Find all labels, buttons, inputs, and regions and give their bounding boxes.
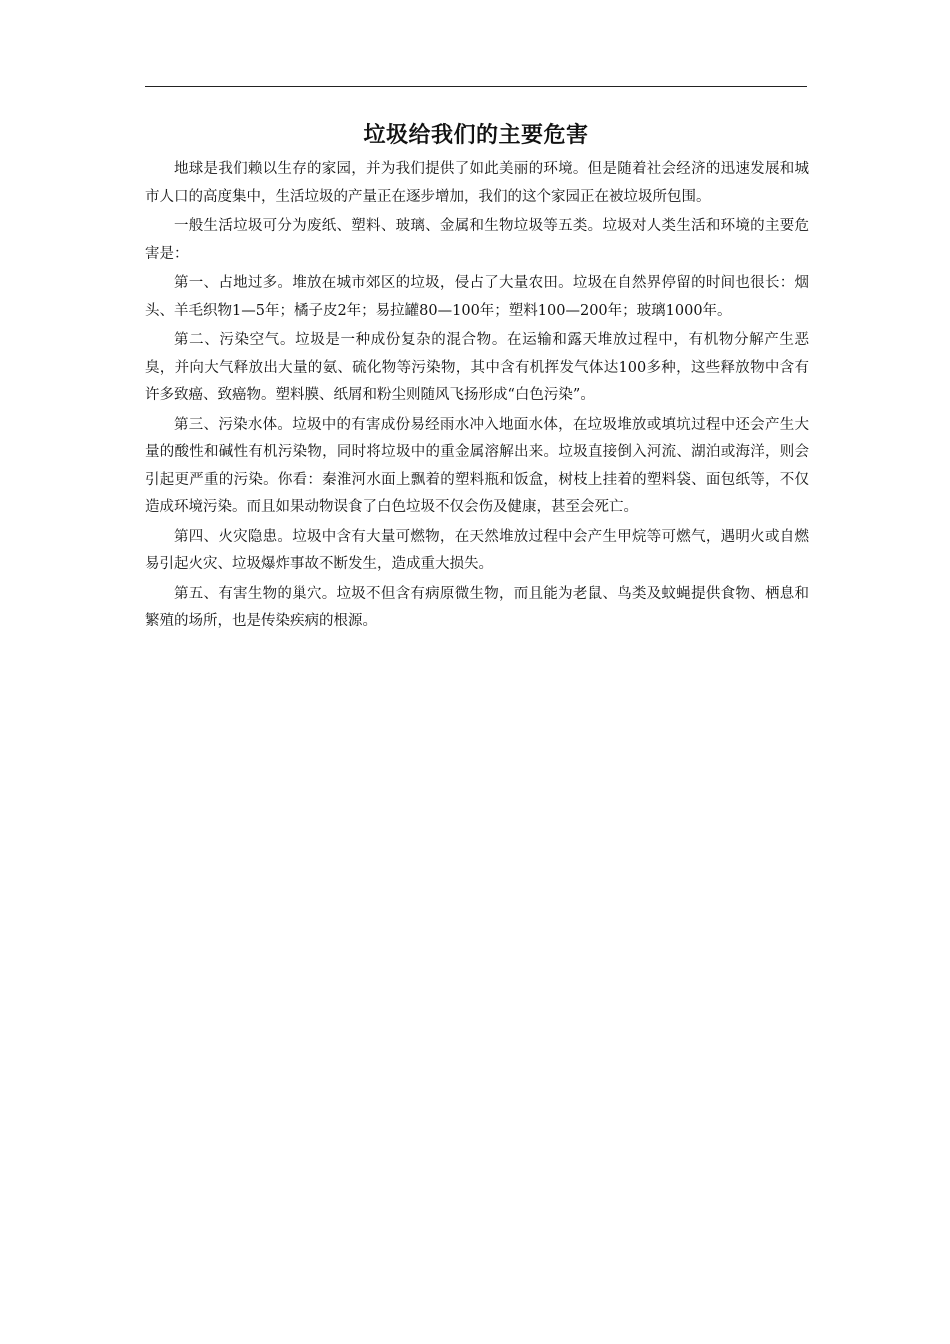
paragraph-intro: 地球是我们赖以生存的家园，并为我们提供了如此美丽的环境。但是随着社会经济的迅速发展和城市人口的高度集中，生活垃圾的产量正在逐步增加，我们的这个家园正在被垃圾所包围。 [145, 161, 809, 205]
paragraph-harm-5: 第五、有害生物的巢穴。垃圾不但含有病原微生物，而且能为老鼠、鸟类及蚊蝇提供食物、栖息和繁殖的场所，也是传染疾病的根源。 [145, 585, 809, 629]
document-title: 垃圾给我们的主要危害 [363, 122, 589, 148]
paragraph-harm-1: 第一、占地过多。堆放在城市郊区的垃圾，侵占了大量农田。垃圾在自然界停留的时间也很长：烟头、羊毛织物1—5年；橘子皮2年；易拉罐80—100年；塑料100—200年；玻璃1000年。 [145, 275, 809, 319]
paragraph-harm-3: 第三、污染水体。垃圾中的有害成份易经雨水冲入地面水体，在垃圾堆放或填坑过程中还会产生大量的酸性和碱性有机污染物，同时将垃圾中的重金属溶解出来。垃圾直接倒入河流、湖泊或海洋，则会引起更严重的污染。你看：秦淮河水面上飘着的塑料瓶和饭盒，树枝上挂着的塑料袋、面包纸等，不仅造成环境污染。而且如果动物误食了白色垃圾不仅会伤及健康，甚至会死亡。 [145, 416, 809, 515]
paragraph-harm-2: 第二、污染空气。垃圾是一种成份复杂的混合物。在运输和露天堆放过程中，有机物分解产生恶臭，并向大气释放出大量的氨、硫化物等污染物，其中含有机挥发气体达100多种，这些释放物中含有许多致癌、致癌物。塑料膜、纸屑和粉尘则随风飞扬形成“白色污染”。 [145, 332, 809, 403]
paragraph-categories: 一般生活垃圾可分为废纸、塑料、玻璃、金属和生物垃圾等五类。垃圾对人类生活和环境的主要危害是： [145, 218, 809, 262]
header-rule [145, 86, 807, 87]
paragraph-harm-4: 第四、火灾隐患。垃圾中含有大量可燃物，在天然堆放过程中会产生甲烷等可燃气，遇明火或自燃易引起火灾、垃圾爆炸事故不断发生，造成重大损失。 [145, 528, 809, 572]
document-body [145, 156, 809, 638]
